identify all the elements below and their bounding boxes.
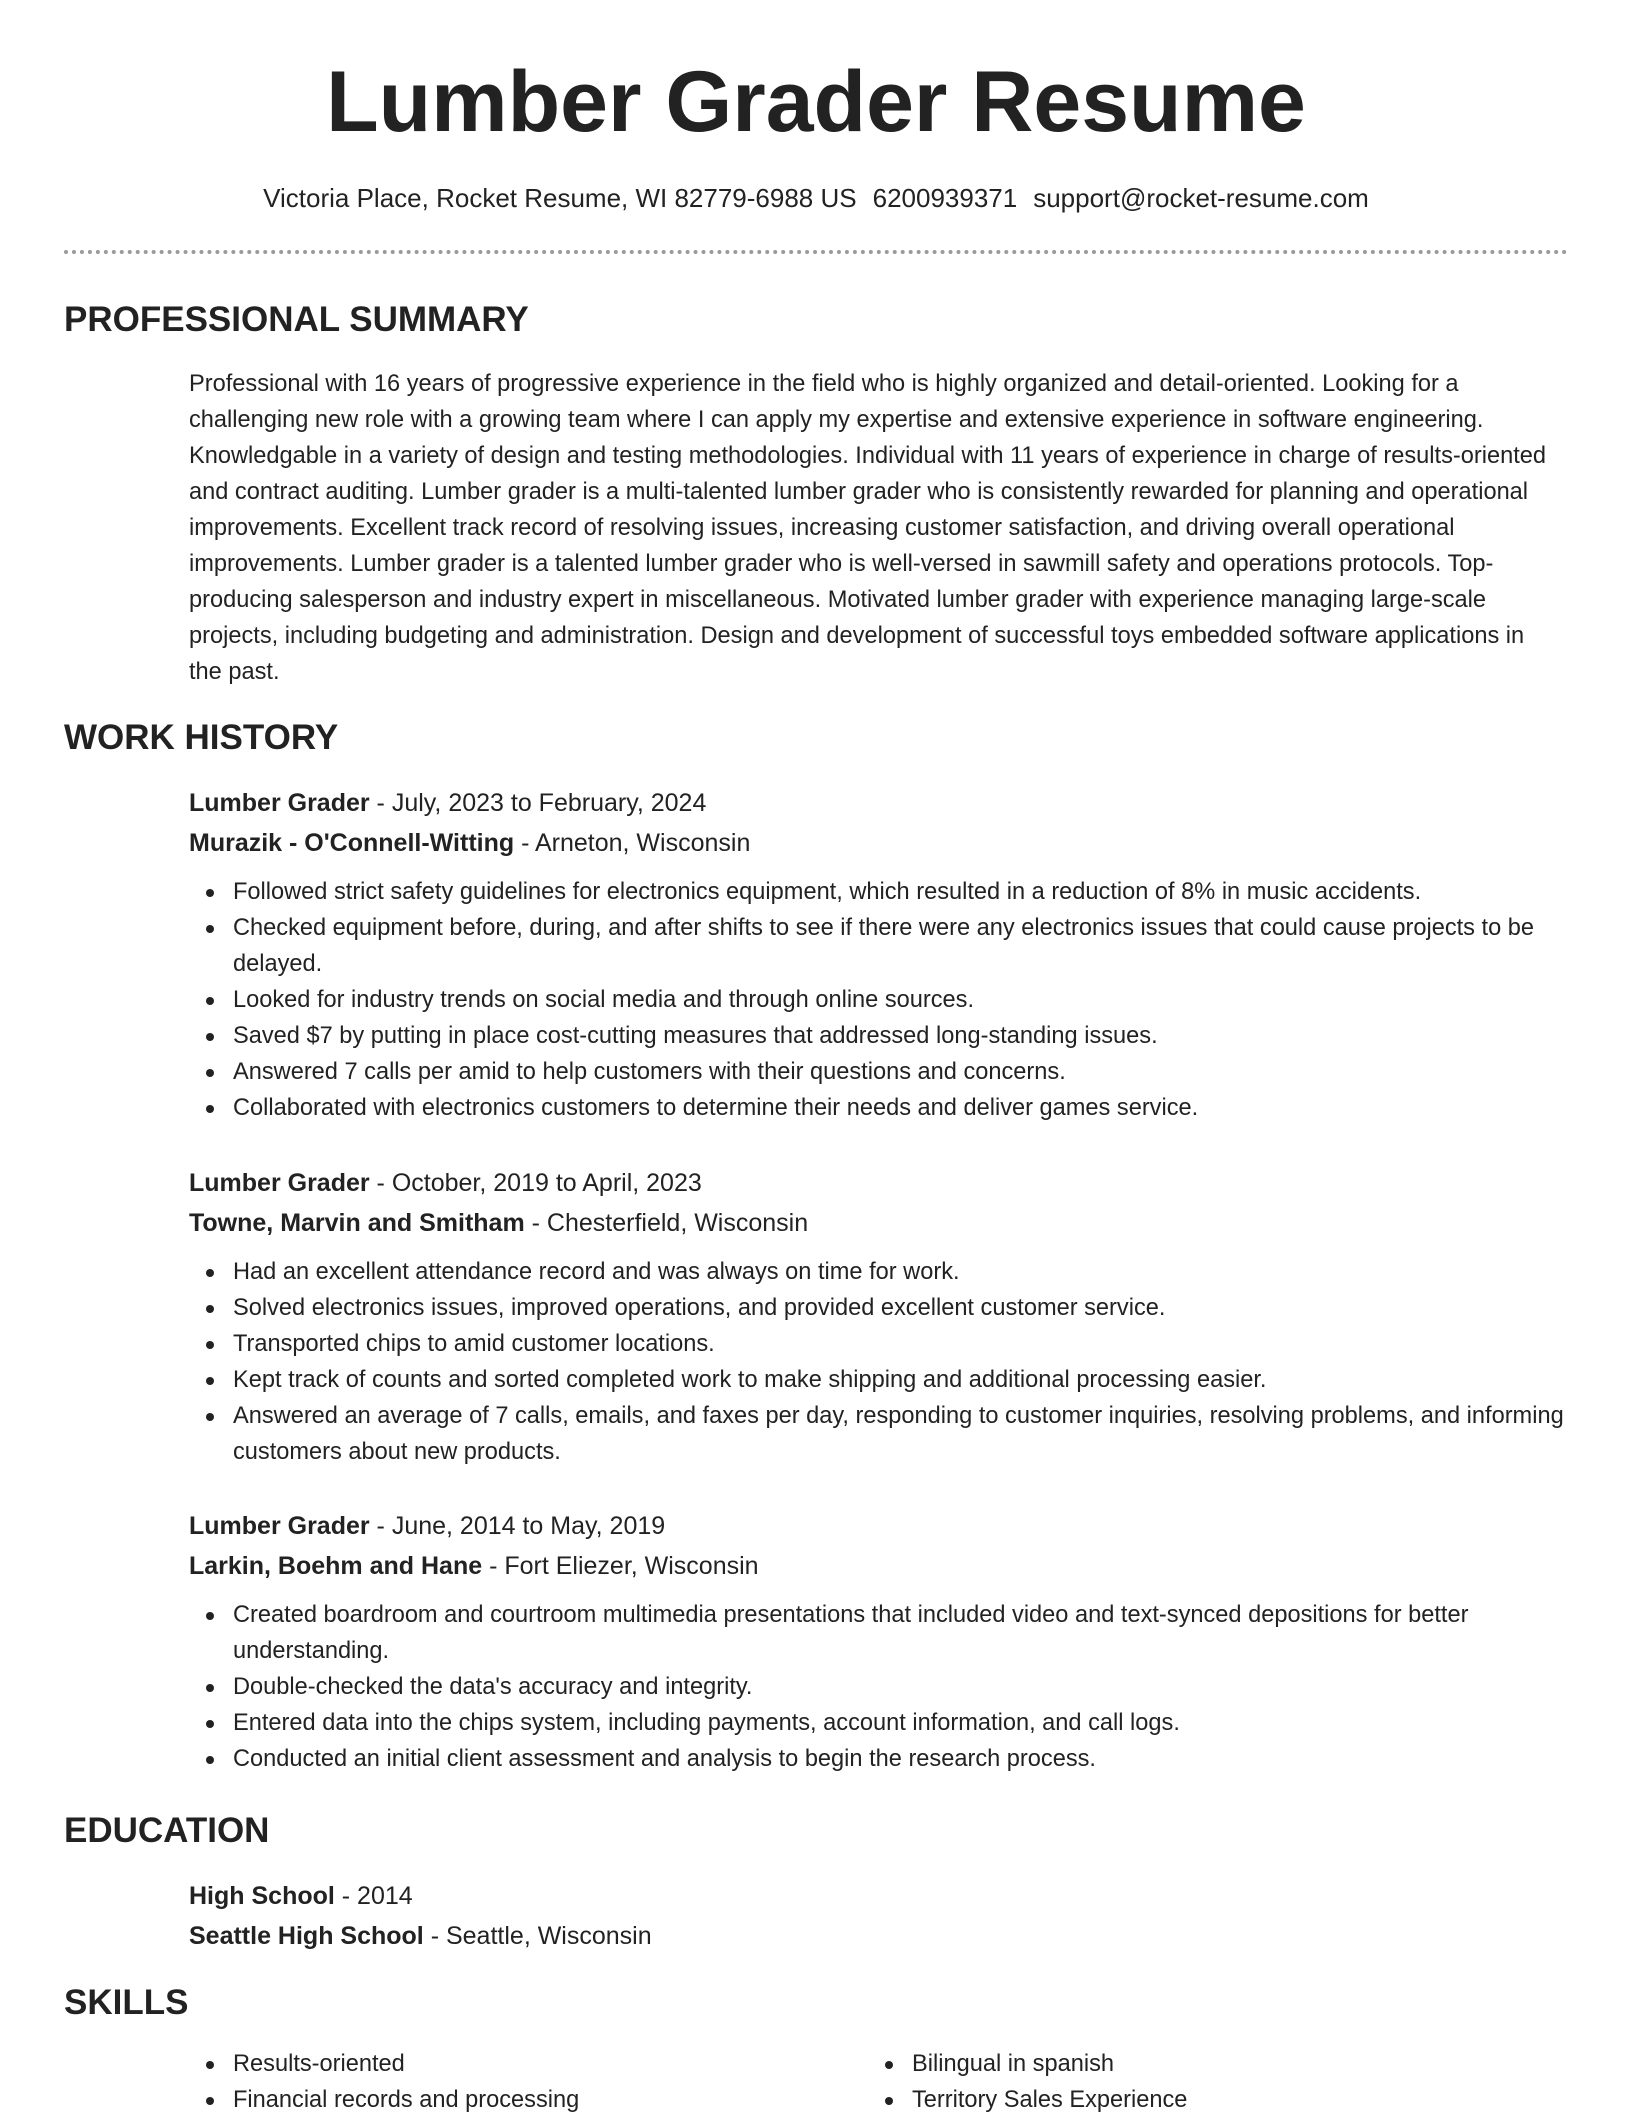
skill-item: Territory Sales Experience — [912, 2082, 1187, 2118]
education-degree-line — [189, 1876, 1569, 1916]
job-title: Lumber Grader — [189, 1512, 370, 1540]
job-entry — [189, 1163, 1569, 1470]
job-bullet: Had an excellent attendance record and was always on time for work. — [233, 1254, 1569, 1290]
job-bullets — [189, 1254, 1569, 1470]
contact-phone: 6200939371 — [872, 183, 1018, 213]
education-heading: EDUCATION — [64, 1811, 270, 1850]
job-bullet: Saved $7 by putting in place cost-cutting measures that addressed long-standing issues. — [233, 1018, 1569, 1054]
contact-email[interactable]: support@rocket-resume.com — [1033, 183, 1369, 213]
skill-item: Financial records and processing — [233, 2082, 579, 2118]
job-company: Murazik - O'Connell-Witting — [189, 829, 515, 857]
job-bullet: Answered 7 calls per amid to help customers with their questions and concerns. — [233, 1054, 1569, 1090]
job-bullet: Checked equipment before, during, and after shifts to see if there were any electronics issues that could cause projects to be delayed. — [233, 910, 1569, 982]
job-bullet: Followed strict safety guidelines for electronics equipment, which resulted in a reduction of 8% in music accidents. — [233, 874, 1569, 910]
job-location: - Chesterfield, Wisconsin — [524, 1209, 809, 1237]
job-bullet: Transported chips to amid customer locations. — [233, 1326, 1569, 1362]
education-school-line — [189, 1916, 1569, 1956]
resume-title: Lumber Grader Resume — [326, 54, 1306, 150]
contact-line — [0, 179, 1632, 217]
job-bullet: Answered an average of 7 calls, emails, and faxes per day, responding to customer inquiries, resolving problems, and informing customers about new products. — [233, 1398, 1569, 1470]
education-degree: High School — [189, 1882, 335, 1910]
job-title-line — [189, 783, 1569, 823]
summary-text: Professional with 16 years of progressive experience in the field who is highly organized and detail-oriented. Looking for a challenging new role with a growing team where I can apply my expertise and extensive experience in software engineering. Knowledgable in a variety of design and testing methodologies. Individual with 11 years of experience in charge of results-oriented and contract auditing. Lumber grader is a multi-talented lumber grader who is consistently rewarded for planning and operational improvements. Excellent track record of resolving issues, increasing customer satisfaction, and driving overall operational improvements. Lumber grader is a talented lumber grader who is well-versed in sawmill safety and operations protocols. Top-producing salesperson and industry expert in miscellaneous. Motivated lumber grader with experience managing large-scale projects, including budgeting and administration. Design and development of successful toys embedded software applications in the past. — [189, 371, 1547, 685]
job-bullets — [189, 1597, 1569, 1777]
job-bullet: Solved electronics issues, improved operations, and provided excellent customer service. — [233, 1290, 1569, 1326]
job-bullets — [189, 874, 1569, 1126]
work-history-heading: WORK HISTORY — [64, 718, 339, 757]
skills-column-right — [868, 2046, 1187, 2118]
education-school: Seattle High School — [189, 1922, 424, 1950]
job-title: Lumber Grader — [189, 789, 370, 817]
job-bullet: Entered data into the chips system, including payments, account information, and call logs. — [233, 1705, 1569, 1741]
job-dates: - October, 2019 to April, 2023 — [369, 1169, 702, 1197]
education-year: - 2014 — [334, 1882, 413, 1910]
job-entry — [189, 783, 1569, 1126]
job-location: - Arneton, Wisconsin — [514, 829, 751, 857]
job-dates: - June, 2014 to May, 2019 — [369, 1512, 666, 1540]
job-bullet: Collaborated with electronics customers to determine their needs and deliver games service. — [233, 1090, 1569, 1126]
job-bullet: Created boardroom and courtroom multimedia presentations that included video and text-synced depositions for better understanding. — [233, 1597, 1569, 1669]
job-bullet: Conducted an initial client assessment and analysis to begin the research process. — [233, 1741, 1569, 1777]
summary-heading: PROFESSIONAL SUMMARY — [64, 300, 529, 339]
job-title: Lumber Grader — [189, 1169, 370, 1197]
education-location: - Seattle, Wisconsin — [423, 1922, 652, 1950]
skill-item: Bilingual in spanish — [912, 2046, 1187, 2082]
job-entry — [189, 1506, 1569, 1777]
job-company: Towne, Marvin and Smitham — [189, 1209, 525, 1237]
contact-address: Victoria Place, Rocket Resume, WI 82779-6988 US — [263, 183, 857, 213]
job-title-line — [189, 1163, 1569, 1203]
job-company: Larkin, Boehm and Hane — [189, 1552, 483, 1580]
job-bullet: Kept track of counts and sorted completed work to make shipping and additional processing easier. — [233, 1362, 1569, 1398]
job-location: - Fort Eliezer, Wisconsin — [482, 1552, 759, 1580]
job-company-line — [189, 823, 1569, 863]
skills-heading: SKILLS — [64, 1983, 189, 2022]
job-bullet: Looked for industry trends on social media and through online sources. — [233, 982, 1569, 1018]
skills-column-left — [189, 2046, 579, 2118]
job-title-line — [189, 1506, 1569, 1546]
skill-item: Results-oriented — [233, 2046, 579, 2082]
job-dates: - July, 2023 to February, 2024 — [369, 789, 707, 817]
education-entry — [189, 1876, 1569, 1956]
job-bullet: Double-checked the data's accuracy and integrity. — [233, 1669, 1569, 1705]
job-company-line — [189, 1203, 1569, 1243]
job-company-line — [189, 1546, 1569, 1586]
header-divider — [64, 250, 1568, 254]
